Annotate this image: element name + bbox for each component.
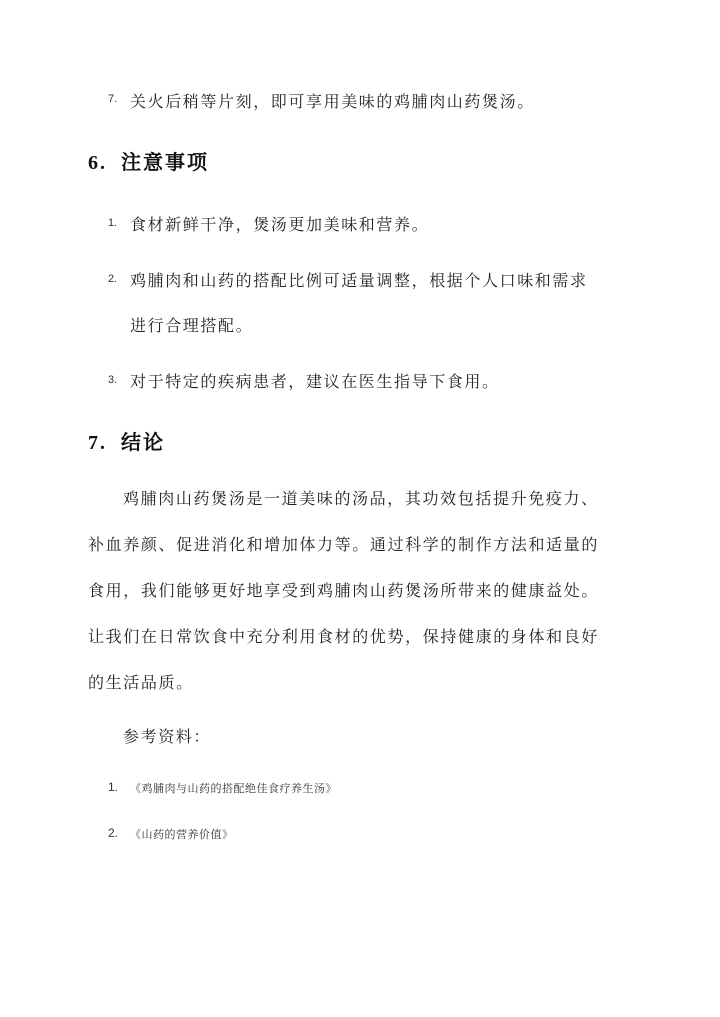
section-heading-conclusion: [88, 426, 165, 455]
section-number: 6.: [88, 152, 107, 174]
list-item-number: 3.: [108, 374, 118, 386]
section-title: 结论: [121, 430, 165, 454]
list-item-text: 鸡脯肉和山药的搭配比例可适量调整，根据个人口味和需求: [130, 271, 588, 290]
step-number: 7.: [108, 93, 118, 105]
list-item-text: 对于特定的疾病患者，建议在医生指导下食用。: [130, 372, 500, 391]
paragraph-line: 鸡脯肉山药煲汤是一道美味的汤品，其功效包括提升免疫力、: [123, 489, 599, 508]
reference-text: 《山药的营养价值》: [130, 828, 234, 841]
conclusion-paragraph: [88, 476, 599, 706]
reference-text: 《鸡脯肉与山药的搭配绝佳食疗养生汤》: [130, 782, 337, 795]
paragraph-line: 让我们在日常饮食中充分利用食材的优势，保持健康的身体和良好: [88, 627, 599, 646]
paragraph-line: 食用，我们能够更好地享受到鸡脯肉山药煲汤所带来的健康益处。: [88, 581, 599, 600]
list-item-text-continued: 进行合理搭配。: [130, 316, 254, 335]
list-item-number: 2.: [108, 273, 118, 285]
paragraph-line: 的生活品质。: [88, 673, 194, 692]
section-heading-precautions: [88, 146, 209, 175]
section-title: 注意事项: [121, 150, 209, 174]
list-item-number: 1.: [108, 217, 118, 229]
paragraph-line: 补血养颜、促进消化和增加体力等。通过科学的制作方法和适量的: [88, 535, 599, 554]
reference-number: 2.: [108, 826, 119, 840]
list-item-text: 食材新鲜干净，煲汤更加美味和营养。: [130, 215, 430, 234]
reference-number: 1.: [108, 780, 119, 794]
step-text: 关火后稍等片刻，即可享用美味的鸡脯肉山药煲汤。: [130, 92, 535, 111]
references-title: 参考资料：: [123, 727, 212, 746]
section-number: 7.: [88, 432, 107, 454]
